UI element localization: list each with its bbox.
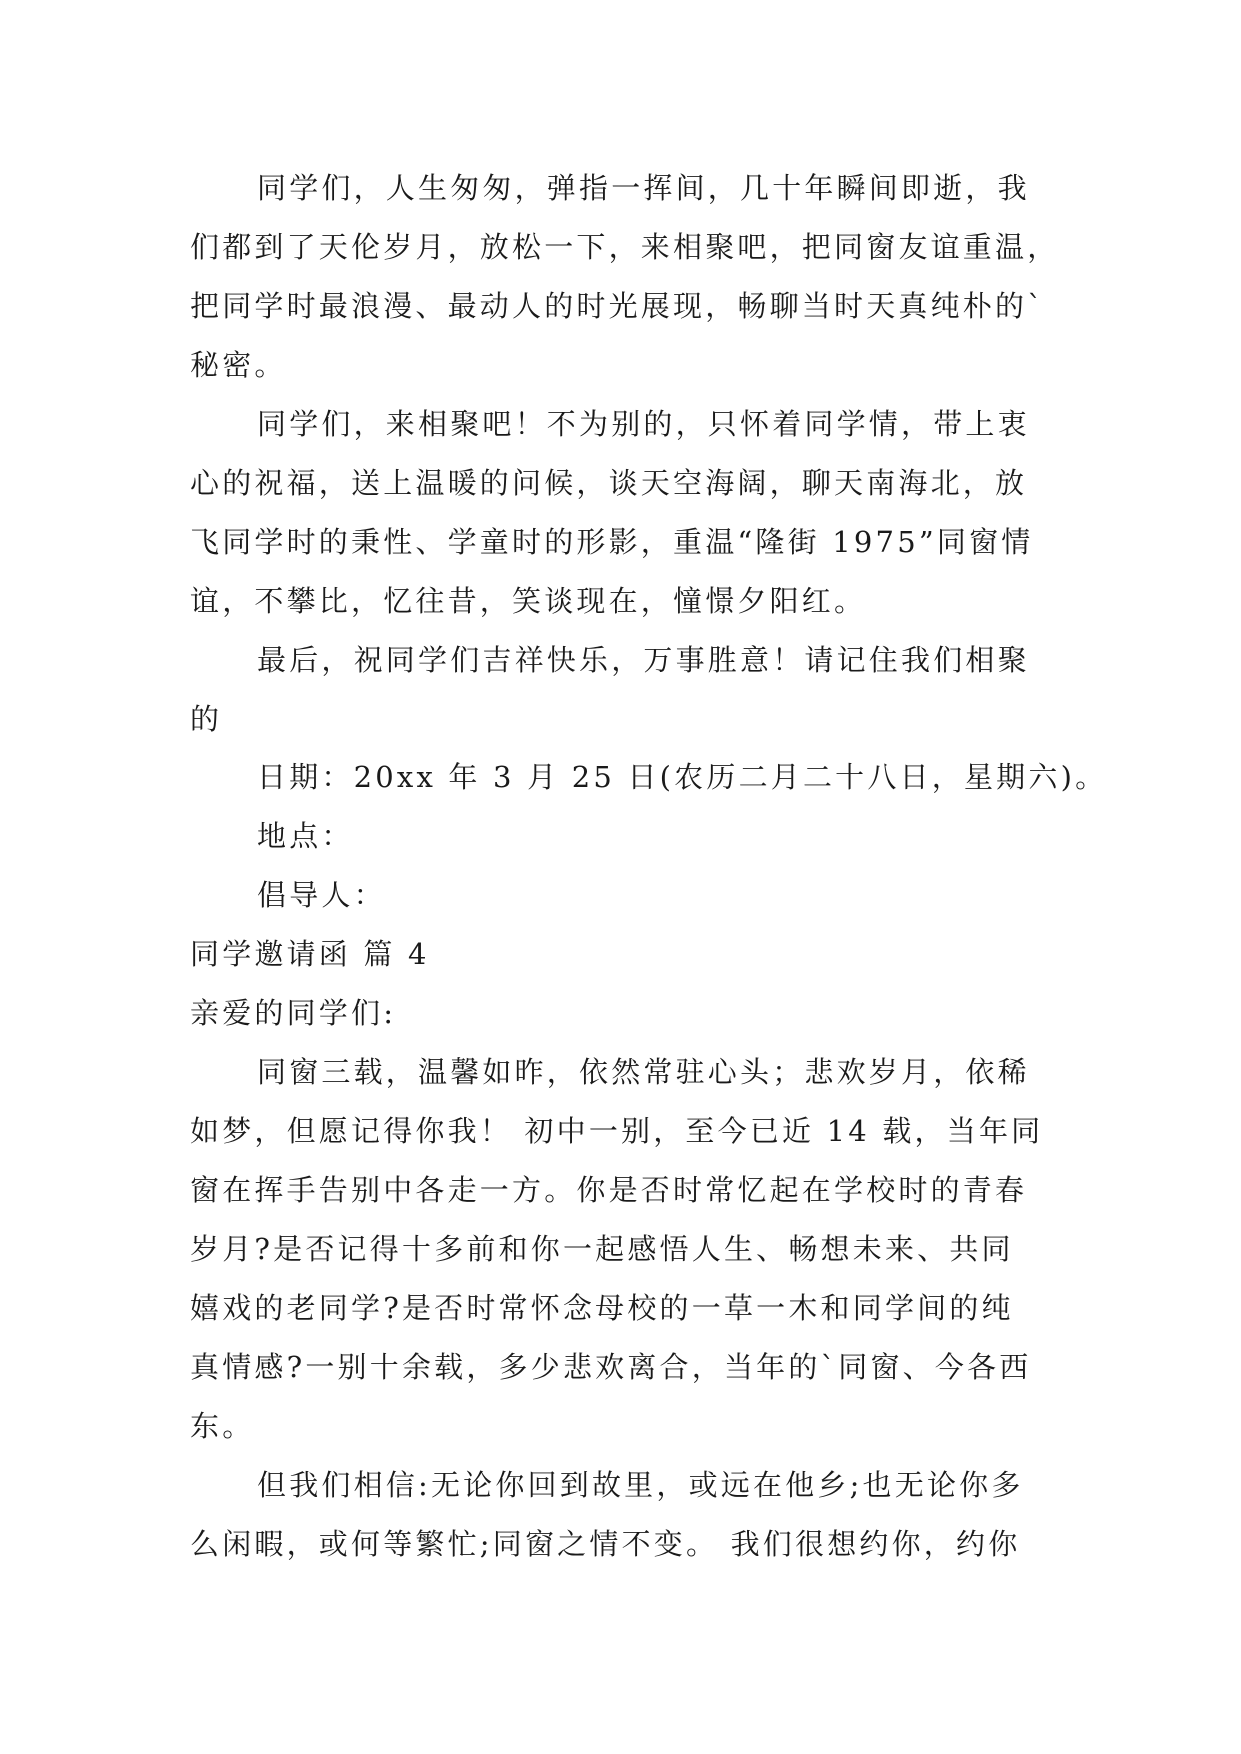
paragraph-line: 最后，祝同学们吉祥快乐，万事胜意！请记住我们相聚 <box>257 643 1030 677</box>
paragraph-line: 把同学时最浪漫、最动人的时光展现，畅聊当时天真纯朴的` <box>190 289 1045 323</box>
paragraph-line: 如梦，但愿记得你我！ 初中一别，至今已近 14 载，当年同 <box>190 1114 1044 1148</box>
paragraph-line: 同学们，人生匆匆，弹指一挥间，几十年瞬间即逝，我 <box>257 171 1030 205</box>
salutation: 亲爱的同学们: <box>190 996 397 1030</box>
paragraph-line: 飞同学时的秉性、学童时的形影，重温“隆街 1975”同窗情 <box>190 525 1034 559</box>
paragraph-line: 真情感?一别十余载，多少悲欢离合，当年的`同窗、今各西 <box>190 1350 1032 1384</box>
paragraph-line: 嬉戏的老同学?是否时常怀念母校的一草一木和同学间的纯 <box>190 1291 1014 1325</box>
location-line: 地点： <box>257 819 354 853</box>
paragraph-line: 们都到了天伦岁月，放松一下，来相聚吧，把同窗友谊重温， <box>190 230 1060 264</box>
date-line: 日期：20xx 年 3 月 25 日(农历二月二十八日，星期六)。 <box>257 760 1108 794</box>
paragraph-line: 么闲暇，或何等繁忙;同窗之情不变。 我们很想约你，约你 <box>190 1527 1021 1561</box>
paragraph-line: 窗在挥手告别中各走一方。你是否时常忆起在学校时的青春 <box>190 1173 1028 1207</box>
paragraph-line: 同窗三载，温馨如昨，依然常驻心头；悲欢岁月，依稀 <box>257 1055 1030 1089</box>
paragraph-line: 同学们，来相聚吧！不为别的，只怀着同学情，带上衷 <box>257 407 1030 441</box>
paragraph-line: 东。 <box>190 1409 255 1443</box>
paragraph-line: 但我们相信:无论你回到故里，或远在他乡;也无论你多 <box>257 1468 1024 1502</box>
paragraph-line: 岁月?是否记得十多前和你一起感悟人生、畅想未来、共同 <box>190 1232 1014 1266</box>
paragraph-line: 的 <box>190 702 223 736</box>
paragraph-line: 秘密。 <box>190 348 287 382</box>
paragraph-line: 谊，不攀比，忆往昔，笑谈现在，憧憬夕阳红。 <box>190 584 867 618</box>
section-heading: 同学邀请函 篇 4 <box>190 937 430 971</box>
initiator-line: 倡导人： <box>257 878 386 912</box>
paragraph-line: 心的祝福，送上温暖的问候，谈天空海阔，聊天南海北，放 <box>190 466 1028 500</box>
